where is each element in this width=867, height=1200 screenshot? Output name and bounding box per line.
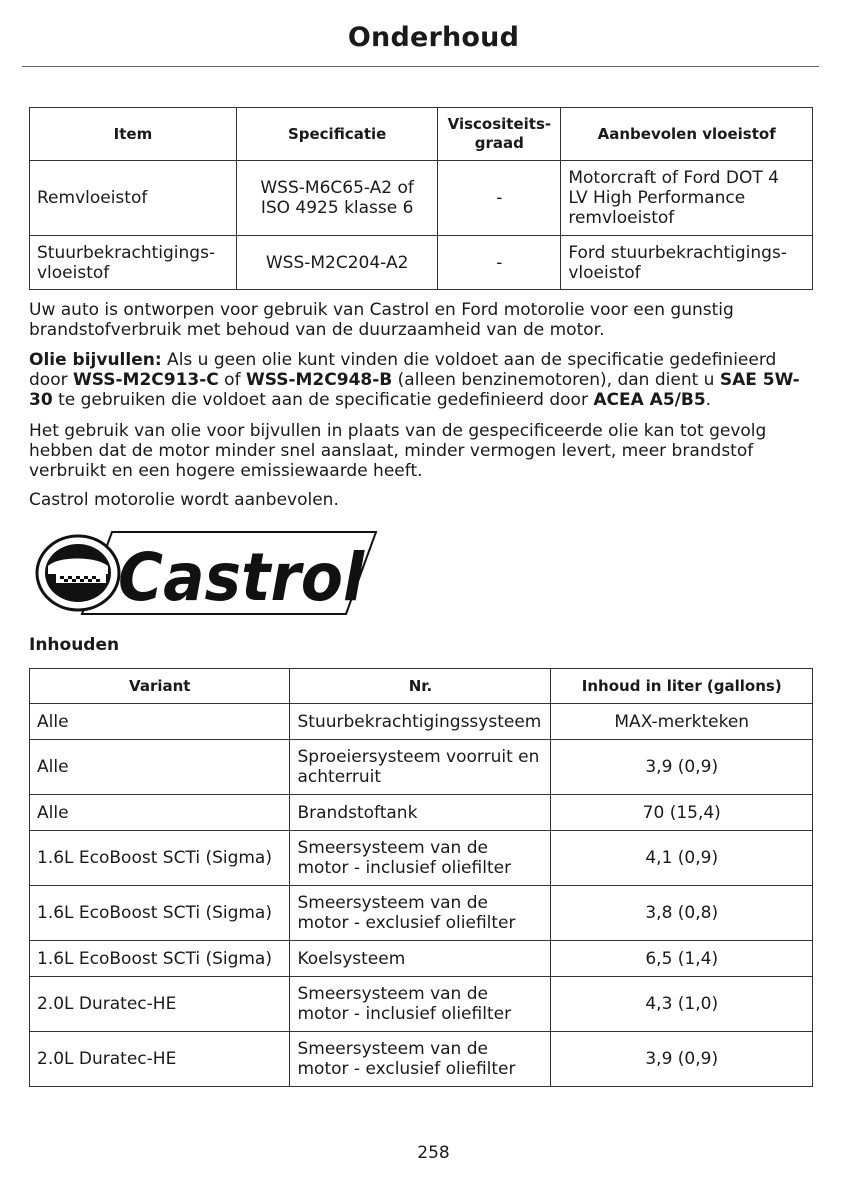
paragraph-text: (alleen benzinemotoren), dan dient u bbox=[392, 370, 720, 390]
table-cell: Brandstoftank bbox=[290, 795, 551, 831]
table-cell: - bbox=[438, 236, 561, 290]
table-cell: WSS-M6C65-A2 of ISO 4925 klasse 6 bbox=[236, 161, 437, 236]
column-header: Item bbox=[30, 108, 237, 161]
capacities-header-row bbox=[30, 669, 813, 704]
table-cell: Koelsysteem bbox=[290, 941, 551, 977]
table-cell: 3,8 (0,8) bbox=[551, 886, 813, 941]
table-cell: Motorcraft of Ford DOT 4 LV High Performance remvloeistof bbox=[561, 161, 813, 236]
page-number: 258 bbox=[417, 1143, 450, 1163]
oil-topup-label: Olie bijvullen: bbox=[29, 350, 162, 370]
table-cell: Sproeiersysteem voorruit en achterruit bbox=[290, 740, 551, 795]
table-cell: Alle bbox=[30, 795, 290, 831]
table-cell: Smeersysteem van de motor - inclusief oliefilter bbox=[290, 977, 551, 1032]
spec-code: WSS-M2C948-B bbox=[245, 370, 393, 390]
spec-code: WSS-M2C913-C bbox=[73, 370, 219, 390]
table-cell: Smeersysteem van de motor - inclusief oliefilter bbox=[290, 831, 551, 886]
table-row bbox=[30, 977, 813, 1032]
table-row bbox=[30, 236, 813, 290]
paragraph-text: Als u geen olie kunt vinden die voldoet aan de specificatie gedefinieerd door bbox=[29, 350, 777, 390]
table-cell: Smeersysteem van de motor - exclusief oliefilter bbox=[290, 1032, 551, 1087]
table-cell: Ford stuurbekrachtigings- vloeistof bbox=[561, 236, 813, 290]
table-cell: 1.6L EcoBoost SCTi (Sigma) bbox=[30, 886, 290, 941]
column-header: Viscositeits- graad bbox=[438, 108, 561, 161]
table-cell: Stuurbekrachtigings- vloeistof bbox=[30, 236, 237, 290]
table-cell: Alle bbox=[30, 704, 290, 740]
acea-grade: ACEA A5/B5 bbox=[593, 390, 706, 410]
paragraph-text: of bbox=[218, 370, 246, 390]
column-header: Aanbevolen vloeistof bbox=[561, 108, 813, 161]
table-row bbox=[30, 161, 813, 236]
table-cell: 1.6L EcoBoost SCTi (Sigma) bbox=[30, 831, 290, 886]
table-row bbox=[30, 1032, 813, 1087]
capacities-table bbox=[29, 668, 813, 1087]
table-cell: - bbox=[438, 161, 561, 236]
table-cell: 4,3 (1,0) bbox=[551, 977, 813, 1032]
intro-paragraph: Uw auto is ontworpen voor gebruik van Castrol en Ford motorolie voor een gunstig brandstofverbruik met behoud van de duurzaamheid van de motor. bbox=[29, 300, 734, 340]
table-cell: Remvloeistof bbox=[30, 161, 237, 236]
table-cell: 3,9 (0,9) bbox=[551, 1032, 813, 1087]
table-cell: 2.0L Duratec-HE bbox=[30, 977, 290, 1032]
table-cell: Alle bbox=[30, 740, 290, 795]
paragraph-text: . bbox=[705, 390, 712, 410]
column-header: Inhoud in liter (gallons) bbox=[551, 669, 813, 704]
table-row bbox=[30, 831, 813, 886]
column-header: Variant bbox=[30, 669, 290, 704]
column-header: Nr. bbox=[290, 669, 551, 704]
table-row bbox=[30, 704, 813, 740]
title-divider bbox=[22, 66, 819, 67]
page-title: Onderhoud bbox=[347, 22, 520, 53]
oil-topup-paragraph bbox=[29, 350, 819, 410]
table-cell: 2.0L Duratec-HE bbox=[30, 1032, 290, 1087]
warning-paragraph: Het gebruik van olie voor bijvullen in plaats van de gespecificeerde olie kan tot gevolg hebben dat de motor minder snel aanslaat, minder vermogen levert, meer brandstof verbruikt en een hogere emissiewaarde heeft. bbox=[29, 421, 767, 481]
column-header: Specificatie bbox=[236, 108, 437, 161]
table-row bbox=[30, 795, 813, 831]
fluids-table bbox=[29, 107, 813, 290]
table-row bbox=[30, 886, 813, 941]
table-cell: 4,1 (0,9) bbox=[551, 831, 813, 886]
table-cell: Stuurbekrachtigingssysteem bbox=[290, 704, 551, 740]
table-cell: MAX-merkteken bbox=[551, 704, 813, 740]
table-cell: 1.6L EcoBoost SCTi (Sigma) bbox=[30, 941, 290, 977]
table-cell: 3,9 (0,9) bbox=[551, 740, 813, 795]
table-cell: 6,5 (1,4) bbox=[551, 941, 813, 977]
table-row bbox=[30, 740, 813, 795]
table-cell: 70 (15,4) bbox=[551, 795, 813, 831]
logo-wordmark: Castrol bbox=[118, 539, 366, 616]
sae-grade: SAE 5W-30 bbox=[29, 370, 800, 410]
paragraph-text: te gebruiken die voldoet aan de specificatie gedefinieerd door bbox=[52, 390, 594, 410]
fluids-header-row bbox=[30, 108, 813, 161]
recommendation-paragraph: Castrol motorolie wordt aanbevolen. bbox=[29, 490, 339, 510]
capacities-heading: Inhouden bbox=[29, 635, 120, 655]
table-row bbox=[30, 941, 813, 977]
table-cell: WSS-M2C204-A2 bbox=[236, 236, 437, 290]
table-cell: Smeersysteem van de motor - exclusief oliefilter bbox=[290, 886, 551, 941]
castrol-logo bbox=[34, 528, 378, 618]
